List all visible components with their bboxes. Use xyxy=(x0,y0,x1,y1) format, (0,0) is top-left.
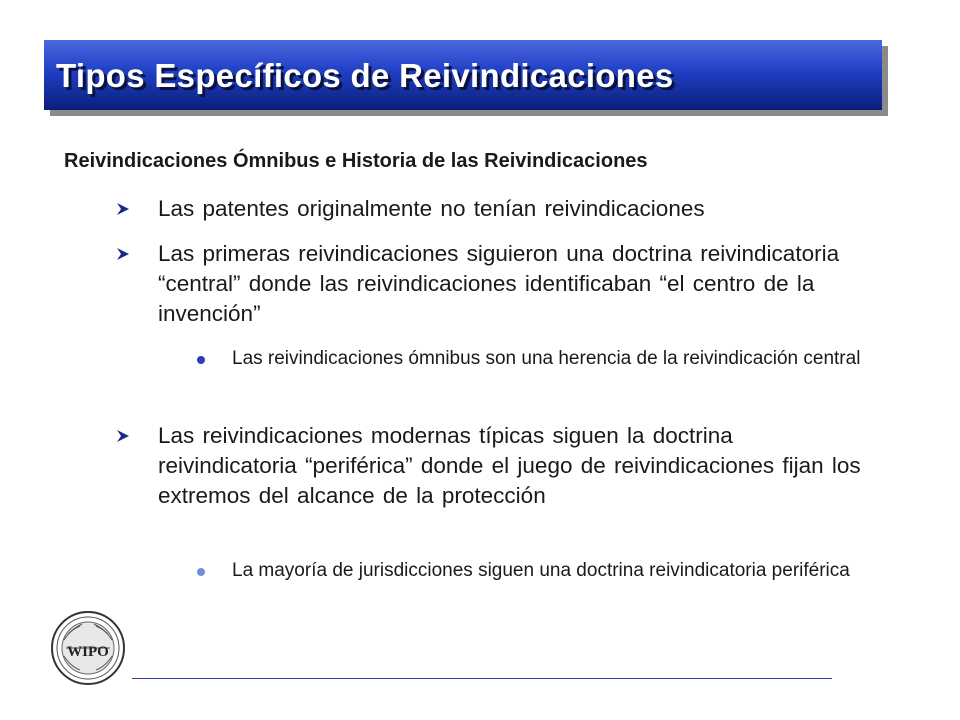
slide-title: Tipos Específicos de Reivindicaciones xyxy=(56,57,674,94)
arrowhead-bullet-icon xyxy=(116,429,130,443)
arrowhead-bullet-icon xyxy=(116,202,130,216)
bullet-item: Las primeras reivindicaciones siguieron una doctrina reivindicatoria “central” donde las reivindicaciones identificaban “el centro de la invención” xyxy=(158,241,840,326)
bullet-item: Las reivindicaciones modernas típicas siguen la doctrina reivindicatoria “periférica” donde el juego de reivindicaciones fijan los extremos del alcance de la protección xyxy=(158,423,861,508)
section-heading: Reivindicaciones Ómnibus e Historia de las Reivindicaciones xyxy=(64,150,648,172)
arrowhead-bullet-icon xyxy=(116,247,130,261)
dot-bullet-icon xyxy=(197,568,205,576)
dot-bullet-icon xyxy=(197,356,205,364)
sub-bullet-item: La mayoría de jurisdicciones siguen una doctrina reivindicatoria periférica xyxy=(232,560,850,581)
sub-bullet-item: Las reivindicaciones ómnibus son una herencia de la reivindicación central xyxy=(232,348,861,369)
footer-divider xyxy=(132,678,832,679)
logo-text: WIPO xyxy=(67,644,109,660)
bullet-item: Las patentes originalmente no tenían reivindicaciones xyxy=(158,196,705,221)
wipo-seal-logo xyxy=(50,610,126,686)
